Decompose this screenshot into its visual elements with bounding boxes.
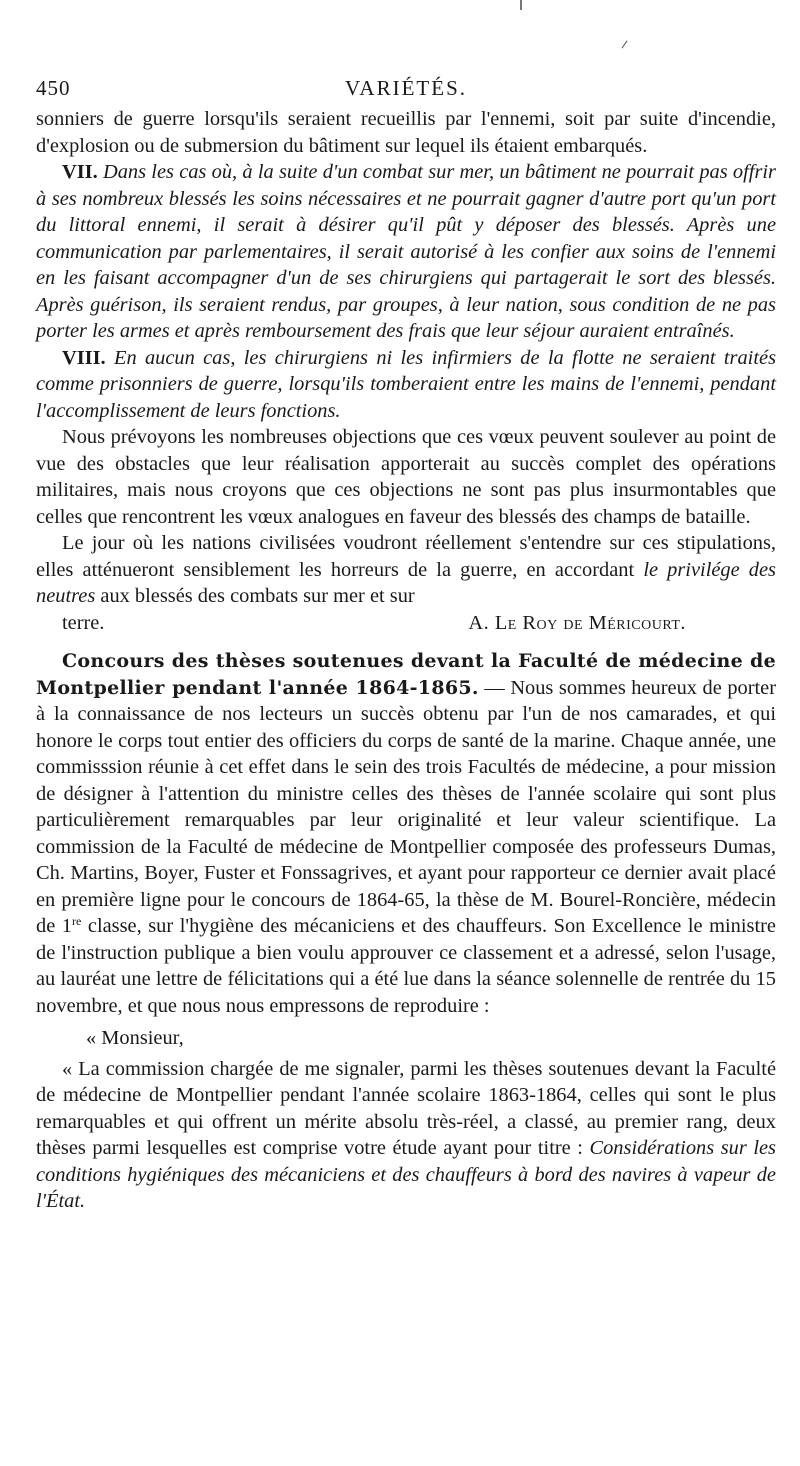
- letter-salutation: [36, 1025, 776, 1052]
- paragraph-conclusion: [36, 530, 776, 610]
- section-text: — Nous sommes heureux de porter à la connaissance de nos lecteurs un succès obtenu par l'un de nos camarades, et qui honore le corps tout entier des officiers du corps de santé de la marine. Chaque année, une commisssion réunie à cet effet dans le sein des trois Facultés de médecine, a pour mission de désigner à l'attention du ministre celles des thèses de l'année scolaire qui sont plus particulièrement remarquables par leur originalité et leur valeur scientifique. La commission de la Faculté de médecine de Montpellier composée des professeurs Dumas, Ch. Martins, Boyer, Fuster et Fonssagrives, et ayant pour rapporteur ce dernier avait placé en première ligne pour le concours de 1864-65, la thèse de M. Bourel-Roncière, médecin de 1: [36, 676, 777, 937]
- running-title: VARIÉTÉS.: [344, 76, 468, 100]
- signature-line: [36, 610, 776, 637]
- ordinal-superscript: re: [72, 914, 82, 928]
- scan-artifact-stroke: [622, 41, 628, 49]
- letter-body: [36, 1056, 776, 1215]
- section-text-continued: classe, sur l'hygiène des mécaniciens et des chauffeurs. Son Excellence le ministre de l'instruction publique a bien voulu approuver ce classement et a adressé, selon l'usage, au lauréat une lettre de félicitations qui a été lue dans la séance solennelle de rentrée du 15 novembre, et que nous nous empressons de reproduire :: [36, 915, 776, 1017]
- letter-text: « La commission chargée de me signaler, parmi les thèses soutenues devant la Faculté de médecine de Montpellier pendant l'année scolaire 1863-1864, celles qui sont le plus remarquables et qui offrent un mérite absolu très-réel, a classé, au premier rang, deux thèses parmi lesquelles est comprise votre étude ayant pour titre :: [36, 1057, 776, 1159]
- article-text: Dans les cas où, à la suite d'un combat sur mer, un bâtiment ne pourrait pas offrir à ses nombreux blessés les soins nécessaires et ne pourrait gagner d'autre port qu'un port du littoral ennemi, il serait à désirer qu'il pût y déposer des blessés. Après une communication par parlementaires, il serait autorisé à les confier aux soins de l'ennemi en les faisant accompagner d'un de ses chirurgiens qui partagerait le sort des blessés. Après guérison, ils seraient rendus, par groupes, à leur nation, sous condition de ne pas porter les armes et après remboursement des frais que leur séjour auraient entraînés.: [36, 161, 776, 342]
- paragraph-text: Le jour où les nations civilisées voudront réellement s'entendre sur ces stipulations, elles atténueront sensiblement les horreurs de la guerre, en accordant: [36, 532, 776, 581]
- article-number: VIII.: [62, 346, 106, 369]
- page-number: 450: [36, 76, 71, 100]
- article-viii: [36, 345, 776, 425]
- paragraph-text: aux blessés des combats sur mer et sur: [100, 585, 415, 607]
- paragraph-continuation: [36, 106, 776, 159]
- paragraph-text: sonniers de guerre lorsqu'ils seraient recueillis par l'ennemi, soit par suite d'incendie, d'explosion ou de submersion du bâtiment sur lequel ils étaient embarqués.: [36, 108, 776, 157]
- section-concours: [36, 648, 776, 1019]
- section-title: Concours des thèses soutenues devant la Faculté de médecine de Montpellier pendant l'année 1864-1865.: [36, 650, 776, 699]
- paragraph-text: Nous prévoyons les nombreuses objections que ces vœux peuvent soulever au point de vue des obstacles que leur réalisation apporterait au succès complet des opérations militaires, mais nous croyons que ces objections ne sont pas plus insurmontables que celles que rencontrent les vœux analogues en faveur des blessés des champs de bataille.: [36, 426, 776, 528]
- paragraph-last-word: terre.: [62, 611, 105, 634]
- section-spacer: [36, 636, 776, 648]
- article-number: VII.: [62, 161, 98, 183]
- body-text: [36, 106, 776, 1215]
- article-text: En aucun cas, les chirurgiens ni les infirmiers de la flotte ne seraient traités comme prisonniers de guerre, lorsqu'ils tomberaient entre les mains de l'ennemi, pendant l'accomplissement de leurs fonctions.: [36, 346, 776, 422]
- book-page: [36, 76, 776, 1215]
- paragraph-objections: [36, 424, 776, 530]
- thesis-title: Considérations sur les conditions hygiéniques des mécaniciens et des chauffeurs à bord des navires à vapeur de l'État.: [36, 1137, 776, 1212]
- scan-artifact-mark: [520, 0, 522, 10]
- running-head: [36, 76, 776, 106]
- article-vii: [36, 159, 776, 345]
- author-signature: A. Le Roy de Méricourt.: [468, 611, 686, 634]
- italic-phrase: le privilége des neutres: [36, 558, 776, 607]
- salutation-text: « Monsieur,: [86, 1027, 184, 1049]
